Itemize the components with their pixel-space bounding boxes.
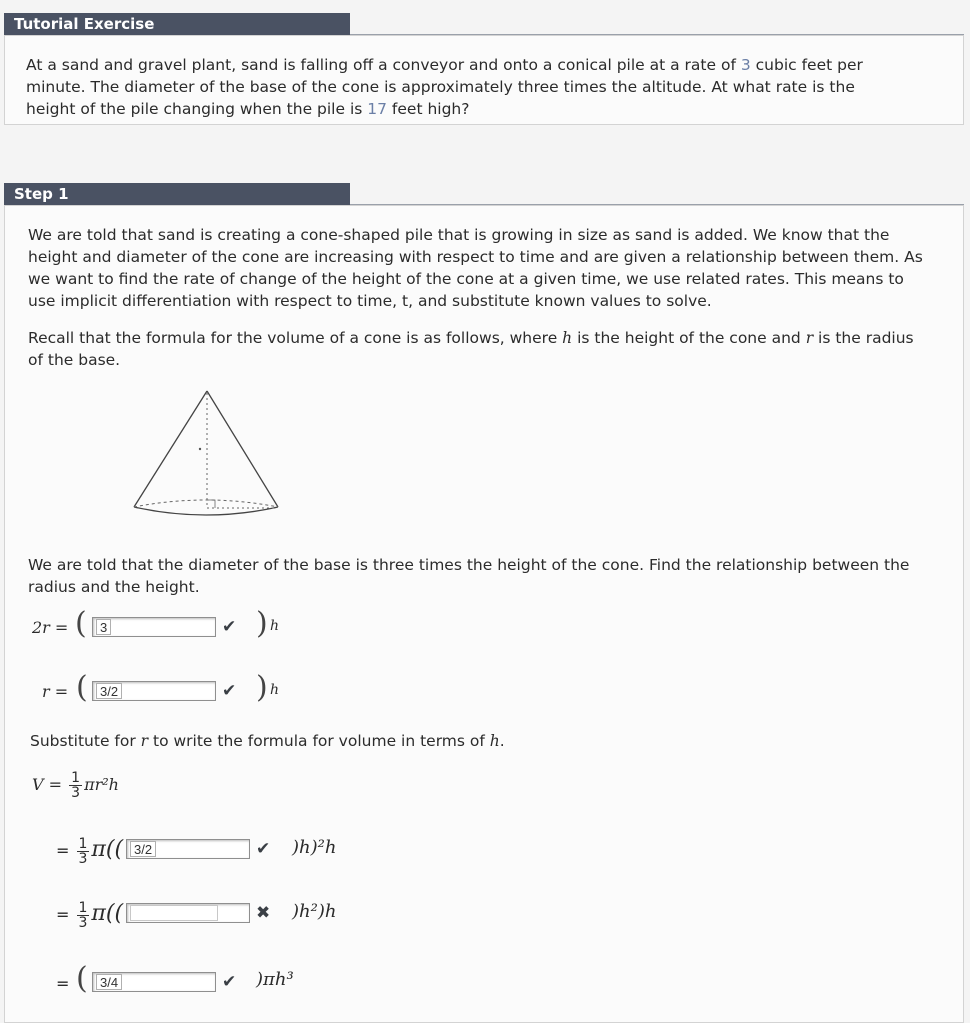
height-value: 17 xyxy=(367,100,387,118)
cone-diagram xyxy=(128,385,288,525)
eq2-open-paren: ( xyxy=(76,670,88,705)
step-header xyxy=(4,183,350,205)
cone-right-edge xyxy=(207,391,278,507)
eq5-check-icon: ✔ xyxy=(222,972,237,992)
eq3-answer-field[interactable] xyxy=(126,839,250,859)
cone-left-edge xyxy=(134,391,207,507)
cone-height-marker xyxy=(199,448,201,450)
eq1-check-icon: ✔ xyxy=(222,617,237,637)
eq4-tail: )h²)h xyxy=(292,901,337,922)
eq2-answer-value: 3/2 xyxy=(96,683,122,699)
cone-right-angle xyxy=(207,500,215,508)
rate-value: 3 xyxy=(740,56,751,74)
eq3-answer-value: 3/2 xyxy=(130,841,156,857)
eq4-answer-value xyxy=(130,905,218,921)
diameter-text: We are told that the diameter of the base is three times the height of the cone. Find the relationship between the radius and the height. xyxy=(28,556,910,596)
cone-base-front xyxy=(134,507,278,515)
tutorial-header xyxy=(4,13,350,35)
eq5-answer-value: 3/4 xyxy=(96,974,122,990)
step-intro: We are told that sand is creating a cone-shaped pile that is growing in size as sand is added. We know that the height and diameter of the cone are increasing with respect to time and are given a relationship between them. As we want to find the rate of change of the height of the cone at a given time, we use related rates. This means to use implicit differentiation with respect to time, t, and substitute known values to solve. xyxy=(28,226,923,310)
eq4-prefix: = $\frac{1}{3}$ π(( xyxy=(56,900,124,931)
eq1-answer-field[interactable] xyxy=(92,617,216,637)
problem-statement: At a sand and gravel plant, sand is falling off a conveyor and onto a conical pile at a rate of 3 cubic feet per minute. The diameter of the base of the cone is approximately three times the altitude. At what rate is the height of the pile changing when the pile is 17 feet high? xyxy=(26,56,863,118)
eq3-prefix: = $\frac{1}{3}$ π(( xyxy=(56,836,124,867)
eq2-check-icon: ✔ xyxy=(222,681,237,701)
eq3-check-icon: ✔ xyxy=(256,839,271,859)
eq4-cross-icon: ✖ xyxy=(256,903,271,923)
eq5-equals: = xyxy=(56,974,70,993)
eq4-answer-field[interactable] xyxy=(126,903,250,923)
eq2-tail: h xyxy=(270,682,280,698)
eq5-answer-field[interactable] xyxy=(92,972,216,992)
eq2-answer-field[interactable] xyxy=(92,681,216,701)
eq5-tail: )πh³ xyxy=(256,969,294,990)
eq1-tail: h xyxy=(270,618,280,634)
cone-base-back xyxy=(134,500,278,507)
eq2-close-paren: ) xyxy=(256,670,268,705)
volume-rhs: πr²h xyxy=(84,775,119,794)
step-header-label: Step 1 xyxy=(14,185,69,203)
eq1-close-paren: ) xyxy=(256,606,268,641)
eq1-open-paren: ( xyxy=(75,606,87,641)
eq1-answer-value: 3 xyxy=(96,619,111,635)
volume-lhs: V = xyxy=(32,775,63,794)
eq5-open-paren: ( xyxy=(76,961,88,996)
eq3-tail: )h)²h xyxy=(292,837,337,858)
substitute-text: Substitute for r to write the formula for volume in terms of h. xyxy=(30,732,505,750)
eq1-lhs: 2r = xyxy=(32,618,69,637)
volume-formula xyxy=(32,766,119,804)
tutorial-header-label: Tutorial Exercise xyxy=(14,15,155,33)
recall-text: Recall that the formula for the volume of a cone is as follows, where h is the height of the cone and r is the radius of the base. xyxy=(28,329,914,369)
one-third: $\frac{1}{3}$ xyxy=(71,770,81,801)
eq2-lhs: r = xyxy=(42,682,69,701)
